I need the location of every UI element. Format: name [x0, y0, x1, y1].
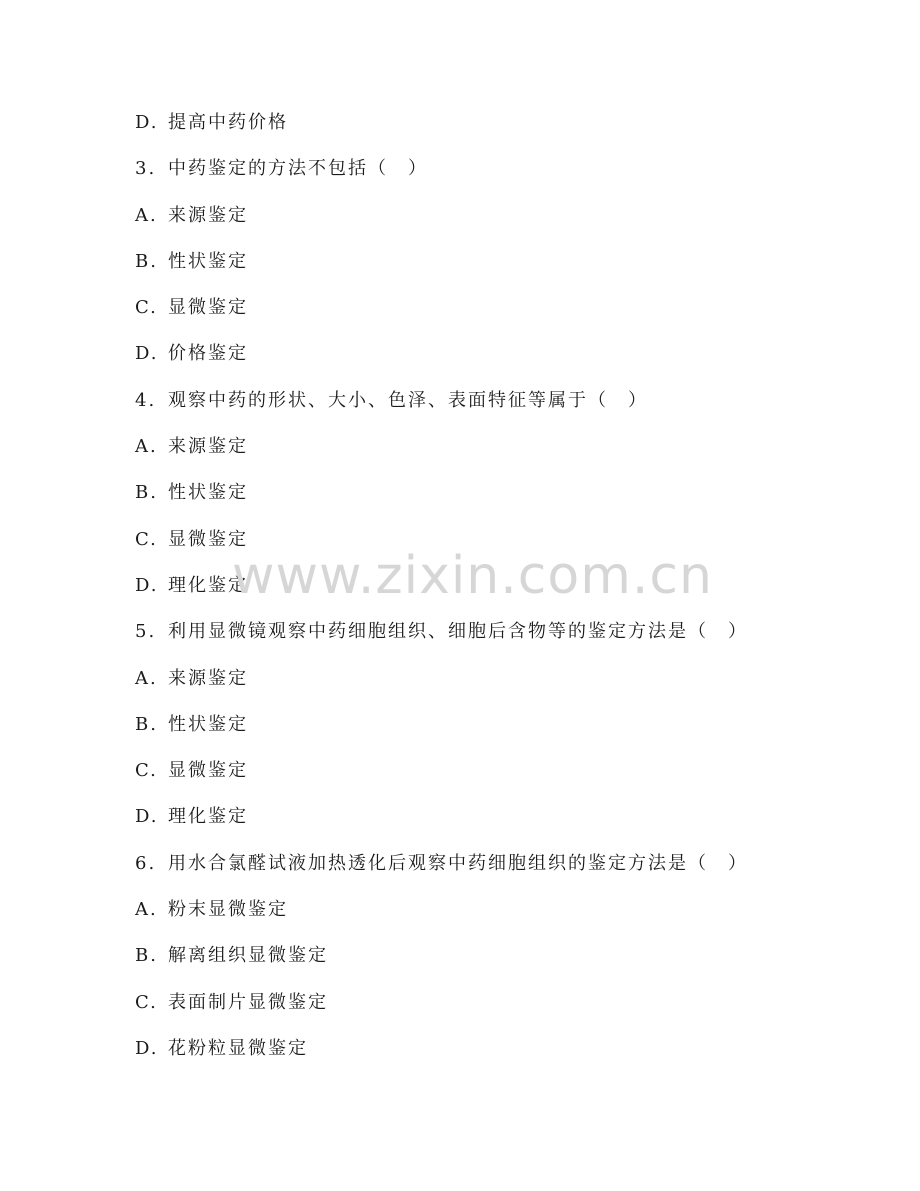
- option-text: 理化鉴定: [168, 574, 248, 596]
- option-line: [135, 199, 855, 245]
- option-marker: C.: [135, 760, 158, 782]
- option-text: 表面制片显微鉴定: [168, 991, 328, 1013]
- option-text: 来源鉴定: [168, 436, 248, 458]
- option-line: [135, 430, 855, 476]
- option-line: [135, 800, 855, 846]
- option-text: 来源鉴定: [168, 204, 248, 226]
- question-text: 用水合氯醛试液加热透化后观察中药细胞组织的鉴定方法是（ ）: [168, 852, 748, 874]
- option-text: 提高中药价格: [168, 112, 288, 133]
- option-text: 性状鉴定: [168, 250, 248, 272]
- option-text: 花粉粒显微鉴定: [168, 1037, 308, 1059]
- question-text: 中药鉴定的方法不包括（ ）: [168, 158, 428, 180]
- option-marker: C.: [135, 991, 158, 1013]
- option-marker: D.: [135, 806, 159, 828]
- question-text: 观察中药的形状、大小、色泽、表面特征等属于（ ）: [168, 389, 648, 411]
- option-marker: C.: [135, 297, 158, 319]
- option-line: [135, 986, 855, 1032]
- option-marker: D.: [135, 574, 159, 596]
- question-number: 4.: [135, 389, 157, 411]
- option-line: [135, 337, 855, 383]
- option-marker: D.: [135, 343, 159, 365]
- option-marker: B.: [135, 945, 158, 967]
- option-marker: A.: [135, 204, 158, 226]
- question-number: 3.: [135, 158, 157, 180]
- watermark: www.zixin.com.cn: [232, 546, 713, 606]
- option-marker: A.: [135, 436, 158, 458]
- question-number: 5.: [135, 621, 157, 643]
- option-marker: A.: [135, 899, 158, 921]
- option-marker: B.: [135, 482, 158, 504]
- question-line: [135, 615, 855, 661]
- option-line: [135, 939, 855, 985]
- option-line: [135, 893, 855, 939]
- question-line: [135, 384, 855, 430]
- option-marker: B.: [135, 250, 158, 272]
- option-text: 解离组织显微鉴定: [168, 945, 328, 967]
- option-marker: A.: [135, 667, 158, 689]
- option-line: [135, 754, 855, 800]
- option-marker: B.: [135, 713, 158, 735]
- question-text: 利用显微镜观察中药细胞组织、细胞后含物等的鉴定方法是（ ）: [168, 621, 748, 643]
- option-text: 性状鉴定: [168, 713, 248, 735]
- option-line: [135, 106, 855, 152]
- option-text: 显微鉴定: [168, 528, 248, 550]
- question-line: [135, 152, 855, 198]
- option-line: [135, 291, 855, 337]
- question-line: [135, 847, 855, 893]
- option-line: [135, 1032, 855, 1078]
- option-text: 性状鉴定: [168, 482, 248, 504]
- option-line: [135, 476, 855, 522]
- option-text: 理化鉴定: [168, 806, 248, 828]
- option-line: [135, 662, 855, 708]
- option-marker: C.: [135, 528, 158, 550]
- option-text: 显微鉴定: [168, 297, 248, 319]
- option-text: 粉末显微鉴定: [168, 899, 288, 921]
- option-line: [135, 708, 855, 754]
- option-line: [135, 245, 855, 291]
- option-marker: D.: [135, 112, 159, 133]
- option-marker: D.: [135, 1037, 159, 1059]
- option-text: 来源鉴定: [168, 667, 248, 689]
- option-text: 显微鉴定: [168, 760, 248, 782]
- option-text: 价格鉴定: [168, 343, 248, 365]
- question-number: 6.: [135, 852, 157, 874]
